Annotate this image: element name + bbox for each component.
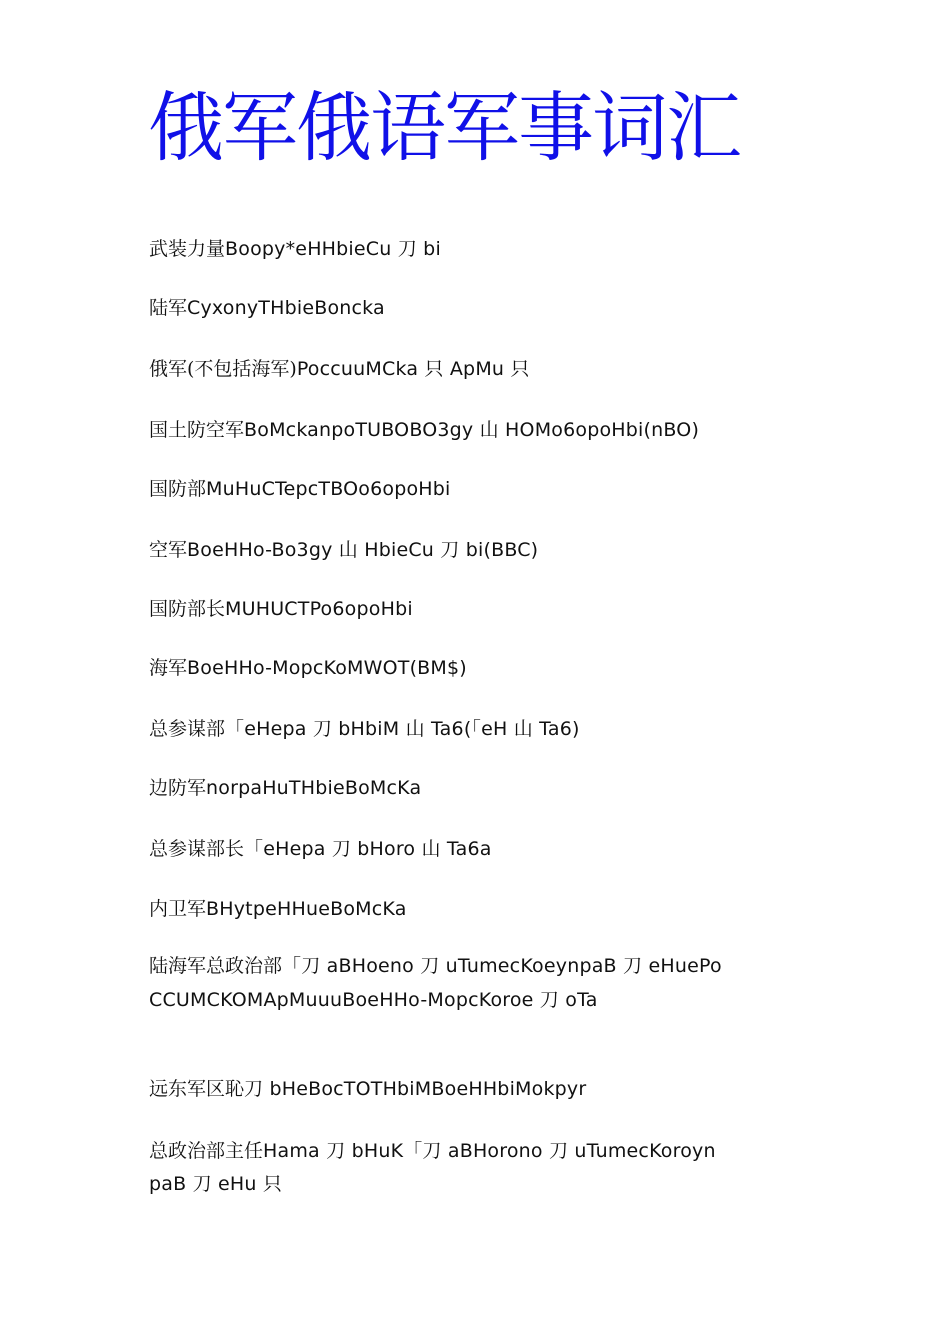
entry-chinese: 边防军 — [149, 777, 207, 799]
entry-russian: PoccuuMCka 只 ApMu 只 — [296, 358, 530, 380]
entry-russian: 「eHepa 刀 bHbiM 山 Ta6(「eH 山 Ta6) — [225, 718, 580, 740]
entry-chinese: 国土防空军 — [149, 419, 245, 441]
vocab-entry — [149, 233, 749, 266]
vocab-entry — [149, 833, 749, 866]
vocab-entry — [149, 473, 749, 506]
vocab-entry — [149, 292, 749, 325]
entry-russian: BoeHHo-Bo3gy 山 HbieCu 刀 bi(BBC) — [187, 539, 539, 561]
vocab-entry — [149, 652, 749, 685]
entry-chinese: 总参谋部长 — [149, 838, 245, 860]
vocab-entry — [149, 593, 749, 626]
entry-russian-continued: CCUMCKOMApMuuuBoeHHo-MopcKoroe 刀 oTa — [149, 989, 598, 1011]
entry-russian-continued: paB 刀 eHu 只 — [149, 1173, 283, 1195]
entry-russian: BoMckanpoTUBOBO3gy 山 HOMo6opoHbi(nBO) — [244, 419, 700, 441]
entry-chinese: 武装力量 — [149, 238, 226, 260]
vocab-entry — [149, 414, 749, 447]
entry-russian: MUHUCTPo6opoHbi — [225, 598, 413, 620]
entry-chinese: 国防部长 — [149, 598, 226, 620]
vocab-entry — [149, 1135, 749, 1201]
entry-chinese: 总参谋部 — [149, 718, 226, 740]
entry-chinese: 内卫军 — [149, 898, 207, 920]
vocab-entry — [149, 353, 749, 386]
entry-russian: Hama 刀 bHuK「刀 aBHorono 刀 uTumecKoroyn — [263, 1140, 716, 1162]
entry-russian: 「刀 aBHoeno 刀 uTumecKoeynpaB 刀 eHuePo — [282, 955, 722, 977]
entry-chinese: 陆军 — [149, 297, 188, 319]
entry-russian: MuHuCTepcTBOo6opoHbi — [206, 478, 451, 500]
entry-chinese: 远东军区恥 — [149, 1078, 245, 1100]
entry-chinese: 俄军(不包括海军) — [149, 358, 297, 380]
vocab-entry — [149, 1073, 749, 1106]
vocab-entry — [149, 534, 749, 567]
entry-russian: 刀 bHeBocTOTHbiMBoeHHbiMokpyr — [244, 1078, 587, 1100]
vocab-entry — [149, 893, 749, 926]
entry-russian: CyxonyTHbieBoncka — [187, 297, 385, 319]
vocab-entry — [149, 772, 749, 805]
entry-chinese: 陆海军总政治部 — [149, 955, 283, 977]
vocab-entry — [149, 713, 749, 746]
entry-russian: norpaHuTHbieBoMcKa — [206, 777, 422, 799]
entry-chinese: 空军 — [149, 539, 188, 561]
page-title: 俄军俄语军事词汇 — [148, 83, 740, 172]
entry-chinese: 海军 — [149, 657, 188, 679]
entry-chinese: 总政治部主任 — [149, 1140, 264, 1162]
entry-russian: BoeHHo-MopcKoMWOT(BM$) — [187, 657, 467, 679]
entry-russian: Boopy*eHHbieCu 刀 bi — [225, 238, 441, 260]
vocab-entry — [149, 953, 749, 1013]
entry-chinese: 国防部 — [149, 478, 207, 500]
entry-russian: BHytpeHHueBoMcKa — [206, 898, 407, 920]
entry-russian: 「eHepa 刀 bHoro 山 Ta6a — [244, 838, 492, 860]
